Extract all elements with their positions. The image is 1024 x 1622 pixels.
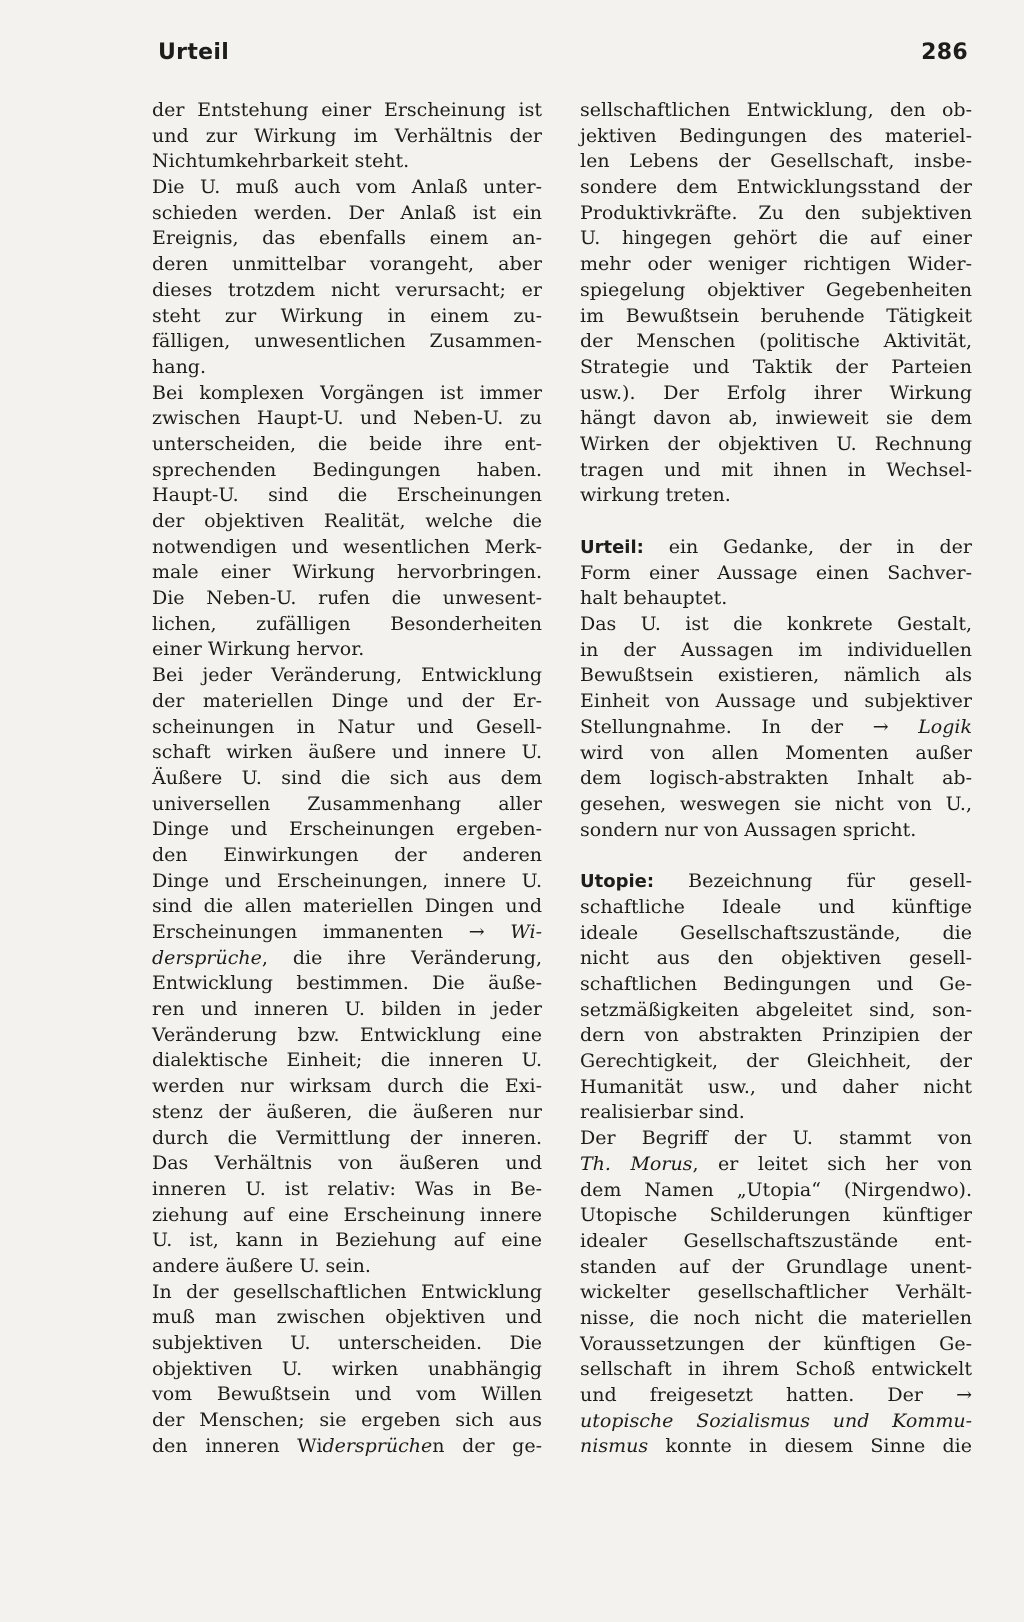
text-line: ideale Gesellschaftszustände, die — [580, 921, 972, 944]
text-line: Einheit von Aussage und subjektiver — [580, 690, 972, 713]
text-line: sind die allen materiellen Dingen und — [152, 895, 542, 918]
text-line: Dinge und Erscheinungen, innere U. — [152, 869, 542, 892]
text-line: den inneren Widersprüchen der ge- — [152, 1434, 542, 1457]
entry-urteil-first-line: Urteil: ein Gedanke, der in der — [580, 536, 972, 558]
text-line: vom Bewußtsein und vom Willen — [152, 1383, 542, 1406]
text-line: dern von abstrakten Prinzipien der — [580, 1024, 972, 1047]
text-line: Gerechtigkeit, der Gleichheit, der — [580, 1050, 972, 1073]
text-line: setzmäßigkeiten abgeleitet sind, son- — [580, 998, 972, 1021]
text-line: schaft wirken äußere und innere U. — [152, 741, 542, 764]
text-line: werden nur wirksam durch die Exi- — [152, 1075, 542, 1098]
text-line: ren und inneren U. bilden in jeder — [152, 998, 542, 1021]
text-line: jektiven Bedingungen des materiel- — [580, 124, 972, 147]
text-line: Wirken der objektiven U. Rechnung — [580, 432, 972, 455]
entry-utopie — [580, 869, 972, 1460]
entry-urteil — [580, 535, 972, 843]
text-line: hang. — [152, 355, 207, 378]
text-line: zwischen Haupt-U. und Neben-U. zu — [152, 407, 542, 430]
text-line: Stellungnahme. In der → Logik — [580, 715, 972, 738]
text-line: dersprüche, die ihre Veränderung, — [152, 946, 542, 969]
text-line: wird von allen Momenten außer — [580, 741, 972, 764]
text-line: Bewußtsein existieren, nämlich als — [580, 664, 972, 687]
text-line: Das U. ist die konkrete Gestalt, — [580, 613, 972, 636]
text-line: U. hingegen gehört die auf einer — [580, 227, 972, 250]
text-line: wickelter gesellschaftlicher Verhält- — [580, 1281, 972, 1304]
text-line: usw.). Der Erfolg ihrer Wirkung — [580, 381, 972, 404]
text-line: Strategie und Taktik der Parteien — [580, 355, 972, 378]
text-line: standen auf der Grundlage unent- — [580, 1255, 972, 1278]
text-line: ziehung auf eine Erscheinung innere — [152, 1203, 542, 1226]
text-line: Voraussetzungen der künftigen Ge- — [580, 1332, 972, 1355]
text-line: den Einwirkungen der anderen — [152, 843, 542, 866]
left-column — [152, 98, 542, 1459]
text-line: Bei komplexen Vorgängen ist immer — [152, 381, 542, 404]
text-line: schaftliche Ideale und künftige — [580, 895, 972, 918]
text-line: Nichtumkehrbarkeit steht. — [152, 150, 410, 173]
text-line: objektiven U. wirken unabhängig — [152, 1357, 542, 1380]
text-line: lichen, zufälligen Besonderheiten — [152, 612, 542, 635]
text-line: Der Begriff der U. stammt von — [580, 1127, 972, 1150]
text-line: Dinge und Erscheinungen ergeben- — [152, 818, 542, 841]
text-line: Entwicklung bestimmen. Die äuße- — [152, 972, 542, 995]
text-line: wirkung treten. — [580, 484, 731, 507]
text-line: universellen Zusammenhang aller — [152, 792, 542, 815]
text-line: idealer Gesellschaftszustände ent- — [580, 1229, 972, 1252]
text-line: der materiellen Dinge und der Er- — [152, 689, 542, 712]
entry-keyword: Urteil: — [580, 537, 644, 558]
text-line: subjektiven U. unterscheiden. Die — [152, 1332, 542, 1354]
text-line: schaftlichen Bedingungen und Ge- — [580, 973, 972, 995]
text-line: nisse, die noch nicht die materiellen — [580, 1306, 972, 1329]
text-line: male einer Wirkung hervorbringen. — [152, 561, 542, 584]
running-head-entry: Urteil — [158, 40, 230, 65]
text-line: dieses trotzdem nicht verursacht; er — [152, 278, 542, 301]
text-line: U. ist, kann in Beziehung auf eine — [152, 1229, 542, 1252]
text-line: und freigesetzt hatten. Der → — [580, 1384, 972, 1406]
text-line: dialektische Einheit; die inneren U. — [152, 1049, 542, 1072]
text-line: halt behauptet. — [580, 587, 728, 610]
text-line: Veränderung bzw. Entwicklung eine — [152, 1023, 542, 1046]
text-line: spiegelung objektiver Gegebenheiten — [580, 278, 972, 301]
text-line: andere äußere U. sein. — [152, 1254, 371, 1277]
text-line: mehr oder weniger richtigen Wider- — [580, 253, 972, 276]
text-line: der objektiven Realität, welche die — [152, 510, 542, 532]
text-line: len Lebens der Gesellschaft, insbe- — [580, 150, 972, 173]
text-line: In der gesellschaftlichen Entwicklung — [152, 1280, 542, 1303]
text-line: Utopische Schilderungen künftiger — [580, 1204, 972, 1227]
text-line: gesehen, weswegen sie nicht von U., — [580, 792, 972, 815]
text-line: fälligen, unwesentlichen Zusammen- — [152, 330, 542, 353]
text-line: der Entstehung einer Erscheinung ist — [152, 99, 542, 121]
text-line: Die U. muß auch vom Anlaß unter- — [152, 176, 542, 199]
text-line: durch die Vermittlung der inneren. — [152, 1126, 542, 1149]
text-line: utopische Sozialismus und Kommu- — [580, 1409, 972, 1432]
text-line: Erscheinungen immanenten → Wi- — [152, 921, 542, 943]
text-line: im Bewußtsein beruhende Tätigkeit — [580, 304, 972, 327]
text-line: steht zur Wirkung in einem zu- — [152, 304, 542, 327]
right-column — [580, 98, 972, 1460]
text-line: einer Wirkung hervor. — [152, 638, 365, 661]
text-line: inneren U. ist relativ: Was in Be- — [152, 1177, 542, 1200]
text-line: Ereignis, das ebenfalls einem an- — [152, 227, 542, 250]
text-line: Äußere U. sind die sich aus dem — [152, 766, 542, 789]
text-line: schieden werden. Der Anlaß ist ein — [152, 201, 542, 224]
text-line: sprechenden Bedingungen haben. — [152, 458, 542, 481]
text-line: realisierbar sind. — [580, 1101, 745, 1124]
text-line: unterscheiden, die beide ihre ent- — [152, 432, 542, 455]
text-line: sondere dem Entwicklungsstand der — [580, 176, 972, 199]
text-line: in der Aussagen im individuellen — [580, 638, 972, 661]
text-line: Th. Morus, er leitet sich her von — [580, 1152, 973, 1175]
text-line: der Menschen (politische Aktivität, — [580, 330, 972, 353]
page-number: 286 — [921, 40, 968, 65]
text-line: notwendigen und wesentlichen Merk- — [152, 535, 542, 558]
text-line: dem logisch-abstrakten Inhalt ab- — [580, 767, 972, 790]
text-line: Humanität usw., und daher nicht — [580, 1075, 972, 1098]
text-line: deren unmittelbar vorangeht, aber — [152, 253, 542, 276]
text-line: muß man zwischen objektiven und — [152, 1306, 542, 1329]
text-line: sondern nur von Aussagen spricht. — [580, 818, 917, 841]
text-line: dem Namen „Utopia“ (Nirgendwo). — [580, 1178, 972, 1201]
continued-text — [580, 98, 972, 509]
text-line: sellschaftlichen Entwicklung, den ob- — [580, 99, 972, 121]
text-line: Bei jeder Veränderung, Entwicklung — [152, 664, 542, 687]
text-line: Form einer Aussage einen Sachver- — [580, 561, 972, 584]
text-line: Haupt-U. sind die Erscheinungen — [152, 484, 542, 507]
text-line: Das Verhältnis von äußeren und — [152, 1152, 542, 1175]
entry-keyword: Utopie: — [580, 871, 655, 893]
text-line: sellschaft in ihrem Schoß entwickelt — [580, 1358, 972, 1381]
text-line: Die Neben-U. rufen die unwesent- — [152, 587, 542, 610]
text-line: der Menschen; sie ergeben sich aus — [152, 1409, 542, 1432]
text-line: hängt davon ab, inwieweit sie dem — [580, 407, 972, 430]
text-line: stenz der äußeren, die äußeren nur — [152, 1100, 542, 1123]
text-line: nismus konnte in diesem Sinne die — [580, 1435, 972, 1458]
entry-utopie-first-line: Utopie: Bezeichnung für gesell- — [580, 870, 972, 893]
text-line: tragen und mit ihnen in Wechsel- — [580, 458, 972, 481]
text-line: und zur Wirkung im Verhältnis der — [152, 124, 542, 147]
text-line: scheinungen in Natur und Gesell- — [152, 715, 542, 738]
text-line: Produktivkräfte. Zu den subjektiven — [580, 201, 972, 224]
text-line: nicht aus den objektiven gesell- — [580, 947, 972, 970]
